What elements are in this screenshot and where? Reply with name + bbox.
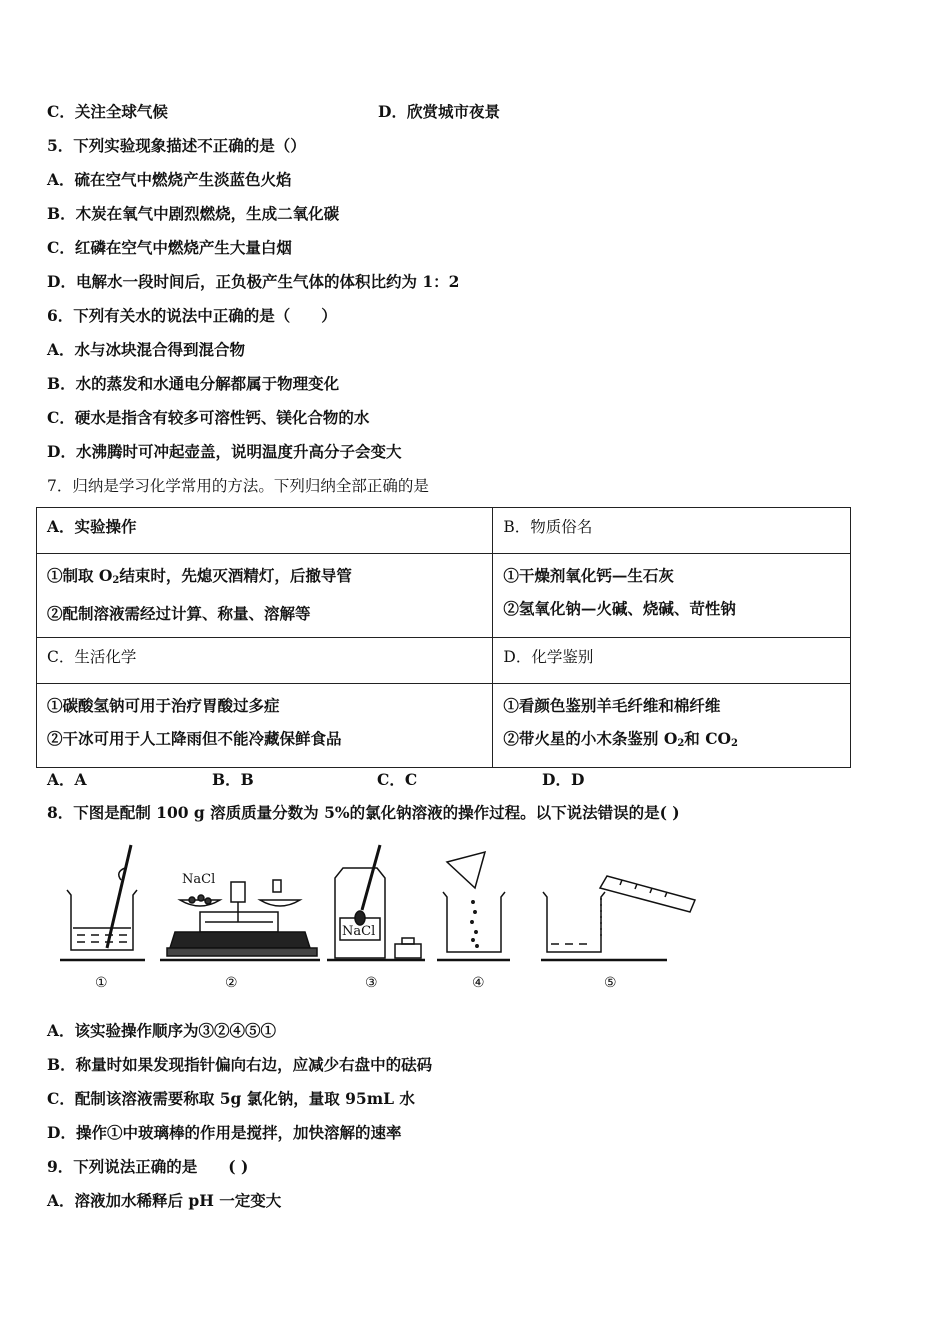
q8-figure-svg bbox=[55, 840, 715, 990]
q8-figure bbox=[55, 840, 715, 990]
q5-option-b: B．木炭在氧气中剧烈燃烧，生成二氧化碳 bbox=[47, 204, 340, 223]
q4-option-d: D．欣赏城市夜景 bbox=[378, 102, 500, 121]
q7-cell-c-body: ①碳酸氢钠可用于治疗胃酸过多症 ②干冰可用于人工降雨但不能冷藏保鲜食品 bbox=[37, 684, 493, 768]
q6-option-c: C．硬水是指含有较多可溶性钙、镁化合物的水 bbox=[47, 408, 370, 427]
q8-option-c: C．配制该溶液需要称取 5g 氯化钠，量取 95mL 水 bbox=[47, 1089, 415, 1108]
q8-option-b: B．称量时如果发现指针偏向右边，应减少右盘中的砝码 bbox=[47, 1055, 433, 1074]
q6-stem: 6．下列有关水的说法中正确的是（ ） bbox=[47, 306, 337, 325]
q8-option-a: A．该实验操作顺序为③②④⑤① bbox=[47, 1021, 277, 1040]
figure-label-5: ⑤ bbox=[604, 975, 617, 990]
q6-option-d: D．水沸腾时可冲起壶盖，说明温度升高分子会变大 bbox=[47, 442, 402, 461]
q4-option-c: C．关注全球气候 bbox=[47, 102, 168, 121]
q8-option-d: D．操作①中玻璃棒的作用是搅拌，加快溶解的速率 bbox=[47, 1123, 402, 1142]
q7-cell-b-body: ①干燥剂氧化钙—生石灰 ②氢氧化钠—火碱、烧碱、苛性钠 bbox=[493, 554, 851, 638]
balance-illustration bbox=[160, 872, 320, 960]
figure-label-3: ③ bbox=[365, 975, 378, 990]
pouring-water-illustration bbox=[541, 876, 695, 960]
q9-option-a: A．溶液加水稀释后 pH 一定变大 bbox=[47, 1191, 282, 1210]
q7-answer-b: B．B bbox=[212, 770, 254, 789]
q8-stem: 8．下图是配制 100 g 溶质质量分数为 5%的氯化钠溶液的操作过程。以下说法错误的是( ) bbox=[47, 803, 680, 822]
q7-cell-a-body: ①制取 $O_2$结束时，先熄灭酒精灯，后撤导管 ②配制溶液需经过计算、称量、溶解等 bbox=[37, 554, 493, 638]
q5-stem: 5．下列实验现象描述不正确的是（） bbox=[47, 136, 306, 155]
q7-answer-c: C．C bbox=[377, 770, 418, 789]
q7-answer-d: D．D bbox=[542, 770, 585, 789]
q7-stem: 7．归纳是学习化学常用的方法。下列归纳全部正确的是 bbox=[47, 477, 429, 495]
q7-cell-c-head: C．生活化学 bbox=[37, 638, 493, 684]
q6-option-a: A．水与冰块混合得到混合物 bbox=[47, 340, 246, 359]
q9-stem: 9．下列说法正确的是 ( ) bbox=[47, 1157, 249, 1176]
figure-label-1: ① bbox=[95, 975, 108, 990]
q5-option-d: D．电解水一段时间后，正负极产生气体的体积比约为 1：2 bbox=[47, 272, 460, 291]
q6-option-b: B．水的蒸发和水通电分解都属于物理变化 bbox=[47, 374, 340, 393]
figure-label-2: ② bbox=[225, 975, 238, 990]
q7-cell-a-head: A．实验操作 bbox=[37, 508, 493, 554]
q7-cell-d-body: ①看颜色鉴别羊毛纤维和棉纤维 ②带火星的小木条鉴别 $O_2$和 $CO_2$ bbox=[493, 684, 851, 768]
pouring-solid-illustration bbox=[437, 852, 510, 960]
q5-option-c: C．红磷在空气中燃烧产生大量白烟 bbox=[47, 238, 292, 257]
balance-label: NaCl bbox=[182, 872, 216, 887]
q7-table bbox=[36, 507, 851, 768]
q7-cell-b-head: B．物质俗名 bbox=[493, 508, 851, 554]
beaker-stirring-illustration bbox=[60, 845, 145, 960]
jar-label: NaCl bbox=[342, 924, 376, 939]
figure-label-4: ④ bbox=[472, 975, 485, 990]
q7-cell-d-head: D．化学鉴别 bbox=[493, 638, 851, 684]
q5-option-a: A．硫在空气中燃烧产生淡蓝色火焰 bbox=[47, 170, 292, 189]
reagent-jar-illustration bbox=[327, 845, 425, 960]
q7-answer-a: A．A bbox=[47, 770, 87, 789]
